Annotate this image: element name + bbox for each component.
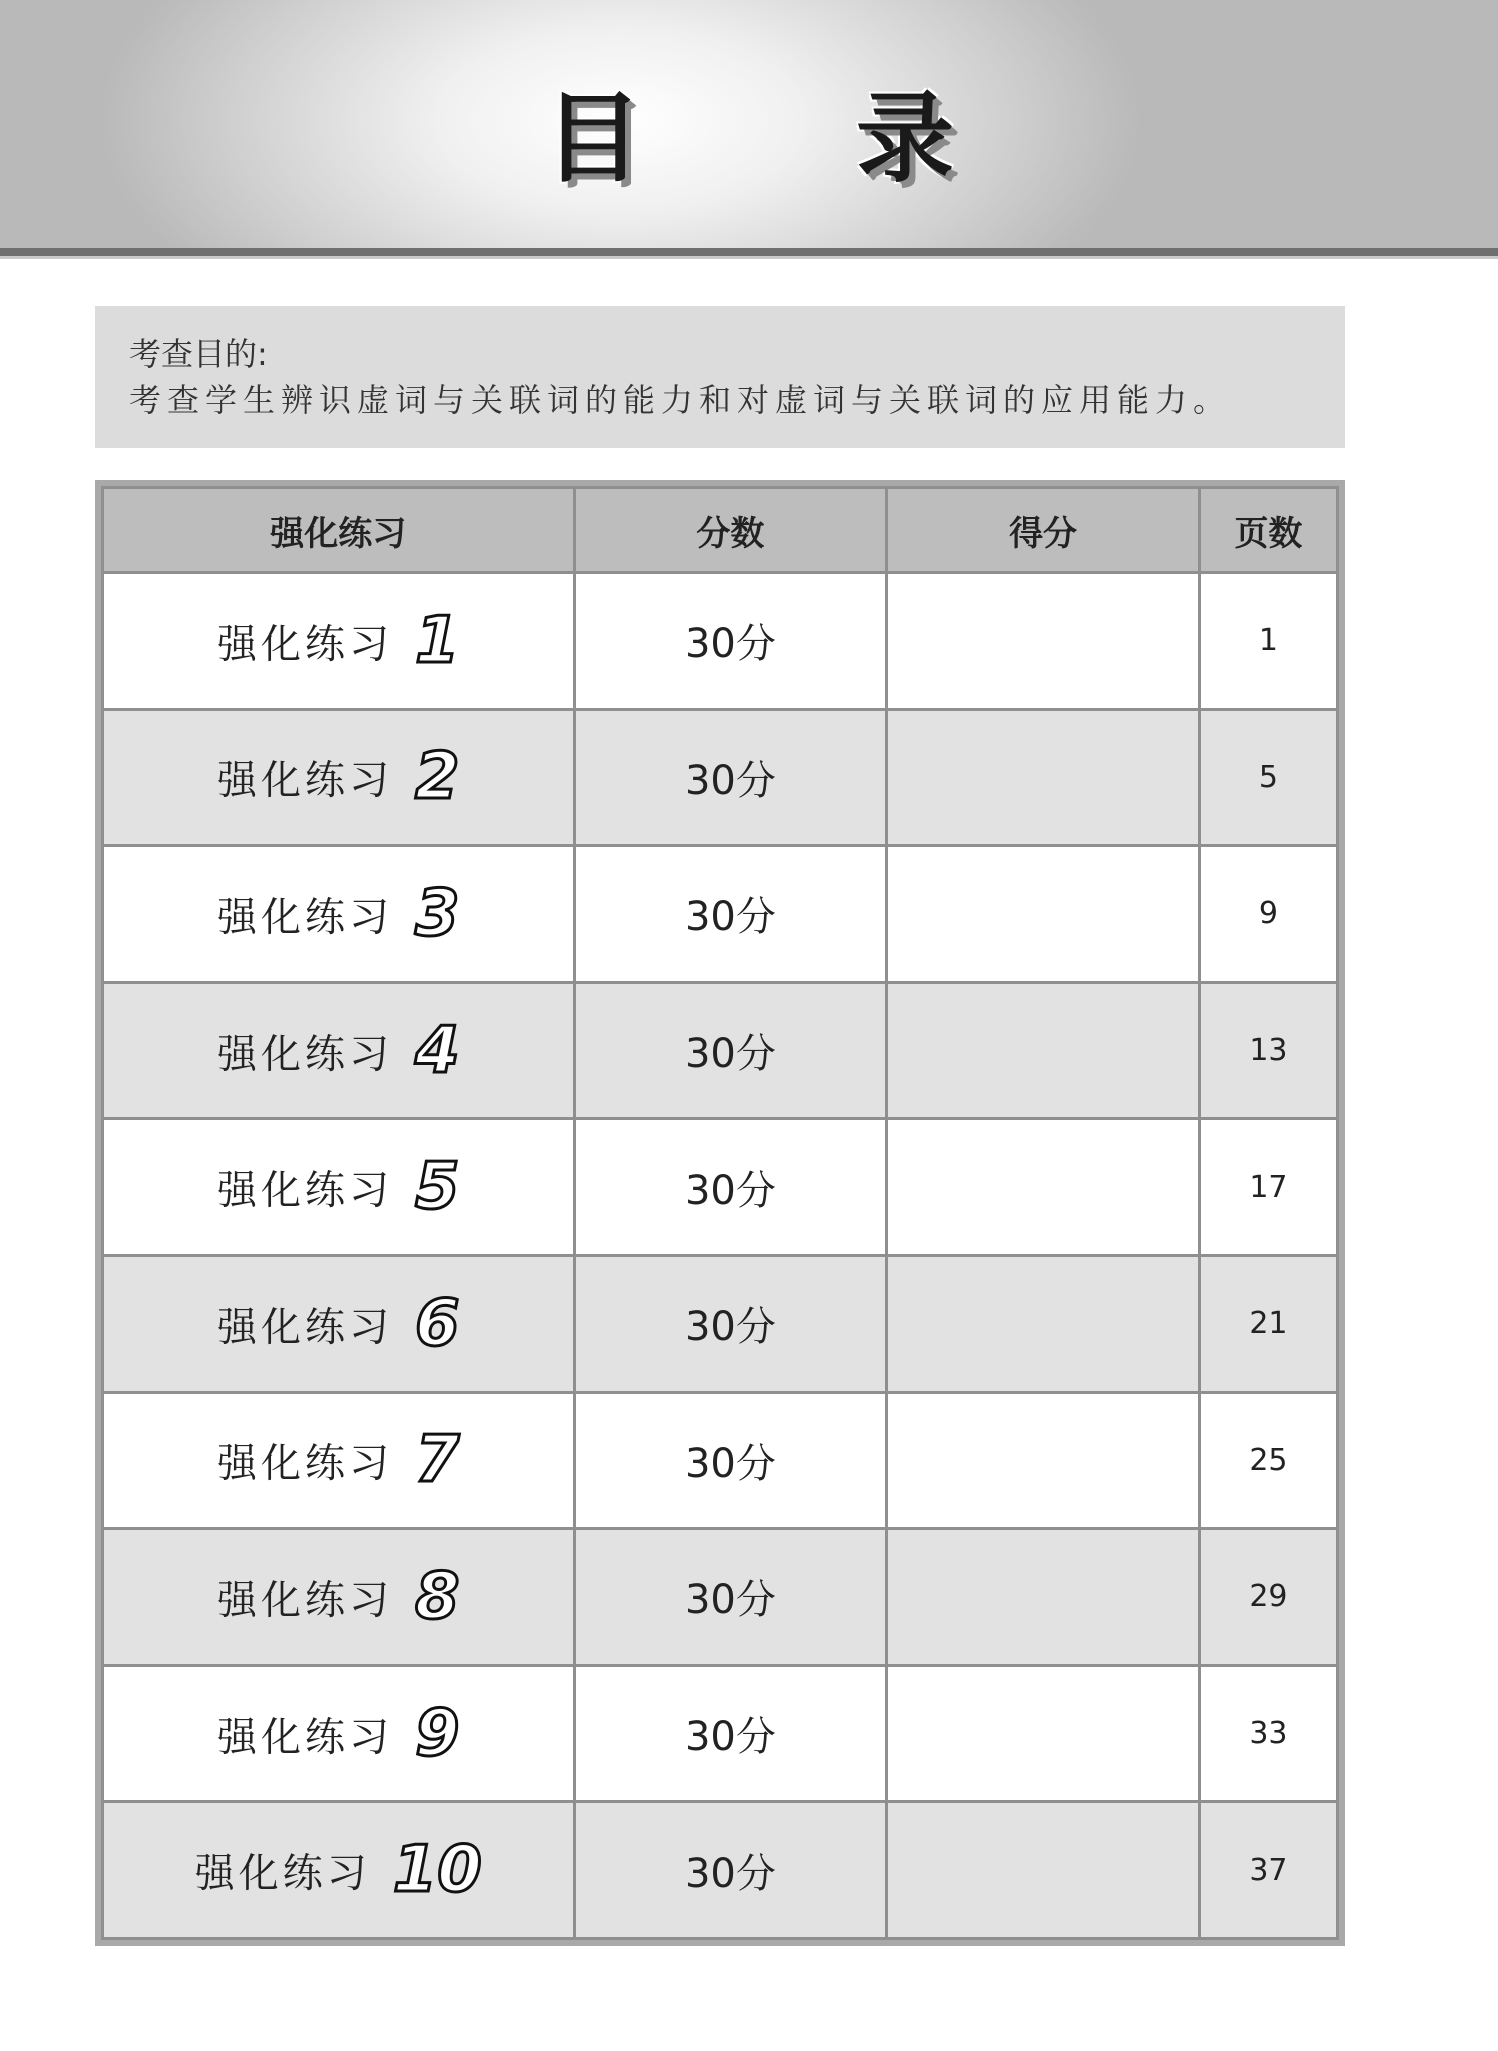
page-number-cell: 25 <box>1199 1392 1337 1529</box>
score-cell: 30分 <box>574 709 887 846</box>
obtained-score-cell[interactable] <box>887 1392 1200 1529</box>
exercise-number: 9 <box>415 1696 460 1771</box>
header-score: 分数 <box>574 488 887 573</box>
exercise-number: 2 <box>415 740 460 815</box>
obtained-score-cell[interactable] <box>887 1255 1200 1392</box>
exercise-cell <box>103 1392 575 1529</box>
score-cell: 30分 <box>574 1529 887 1666</box>
page-number-cell: 21 <box>1199 1255 1337 1392</box>
score-cell: 30分 <box>574 1119 887 1256</box>
toc-table-grid <box>101 486 1339 1940</box>
exercise-number: 3 <box>415 876 460 951</box>
exercise-label: 强化练习 <box>217 1714 394 1761</box>
exercise-number: 6 <box>415 1286 460 1361</box>
exercise-label: 强化练习 <box>217 1031 394 1078</box>
page-number-cell: 5 <box>1199 709 1337 846</box>
exercise-number: 1 <box>415 603 460 678</box>
obtained-score-cell[interactable] <box>887 1119 1200 1256</box>
obtained-score-cell[interactable] <box>887 1529 1200 1666</box>
exercise-cell <box>103 1119 575 1256</box>
exercise-number: 4 <box>415 1013 460 1088</box>
score-cell: 30分 <box>574 573 887 710</box>
score-cell: 30分 <box>574 1802 887 1939</box>
table-row <box>103 1529 1338 1666</box>
exercise-number: 5 <box>415 1150 460 1225</box>
table-row <box>103 1665 1338 1802</box>
exercise-cell <box>103 1665 575 1802</box>
obtained-score-cell[interactable] <box>887 982 1200 1119</box>
exercise-number: 7 <box>415 1423 460 1498</box>
score-cell: 30分 <box>574 1255 887 1392</box>
table-row <box>103 846 1338 983</box>
exercise-cell <box>103 1255 575 1392</box>
exercise-label: 强化练习 <box>217 1577 394 1624</box>
exercise-number: 8 <box>415 1559 460 1634</box>
page-number-cell: 37 <box>1199 1802 1337 1939</box>
exercise-label: 强化练习 <box>217 894 394 941</box>
table-row <box>103 1255 1338 1392</box>
score-cell: 30分 <box>574 1392 887 1529</box>
page-title: 目 录 <box>543 82 1045 196</box>
exercise-number: 10 <box>392 1833 482 1908</box>
header-exercise: 强化练习 <box>103 488 575 573</box>
toc-table <box>95 480 1345 1946</box>
table-header-row <box>103 488 1338 573</box>
goal-box <box>95 306 1345 448</box>
exercise-label: 强化练习 <box>217 1440 394 1487</box>
exercise-label: 强化练习 <box>217 757 394 804</box>
page-number-cell: 1 <box>1199 573 1337 710</box>
obtained-score-cell[interactable] <box>887 709 1200 846</box>
header-divider-light <box>0 256 1498 259</box>
exercise-cell <box>103 982 575 1119</box>
exercise-cell <box>103 573 575 710</box>
obtained-score-cell[interactable] <box>887 1665 1200 1802</box>
page-number-cell: 13 <box>1199 982 1337 1119</box>
table-row <box>103 573 1338 710</box>
page-number-cell: 29 <box>1199 1529 1337 1666</box>
table-row <box>103 982 1338 1119</box>
exercise-cell <box>103 1529 575 1666</box>
score-cell: 30分 <box>574 1665 887 1802</box>
exercise-cell <box>103 1802 575 1939</box>
header-page: 页数 <box>1199 488 1337 573</box>
exercise-label: 强化练习 <box>217 621 394 668</box>
page-number-cell: 17 <box>1199 1119 1337 1256</box>
table-row <box>103 1392 1338 1529</box>
obtained-score-cell[interactable] <box>887 1802 1200 1939</box>
obtained-score-cell[interactable] <box>887 846 1200 983</box>
score-cell: 30分 <box>574 846 887 983</box>
obtained-score-cell[interactable] <box>887 573 1200 710</box>
header-obtained: 得分 <box>887 488 1200 573</box>
page-number-cell: 33 <box>1199 1665 1337 1802</box>
goal-text: 考查学生辨识虚词与关联词的能力和对虚词与关联词的应用能力。 <box>129 381 1232 419</box>
table-row <box>103 709 1338 846</box>
goal-label: 考查目的: <box>129 335 268 373</box>
exercise-label: 强化练习 <box>194 1850 371 1897</box>
header-divider <box>0 248 1498 256</box>
table-row <box>103 1119 1338 1256</box>
page-number-cell: 9 <box>1199 846 1337 983</box>
score-cell: 30分 <box>574 982 887 1119</box>
exercise-cell <box>103 709 575 846</box>
exercise-label: 强化练习 <box>217 1167 394 1214</box>
table-row <box>103 1802 1338 1939</box>
exercise-label: 强化练习 <box>217 1304 394 1351</box>
exercise-cell <box>103 846 575 983</box>
